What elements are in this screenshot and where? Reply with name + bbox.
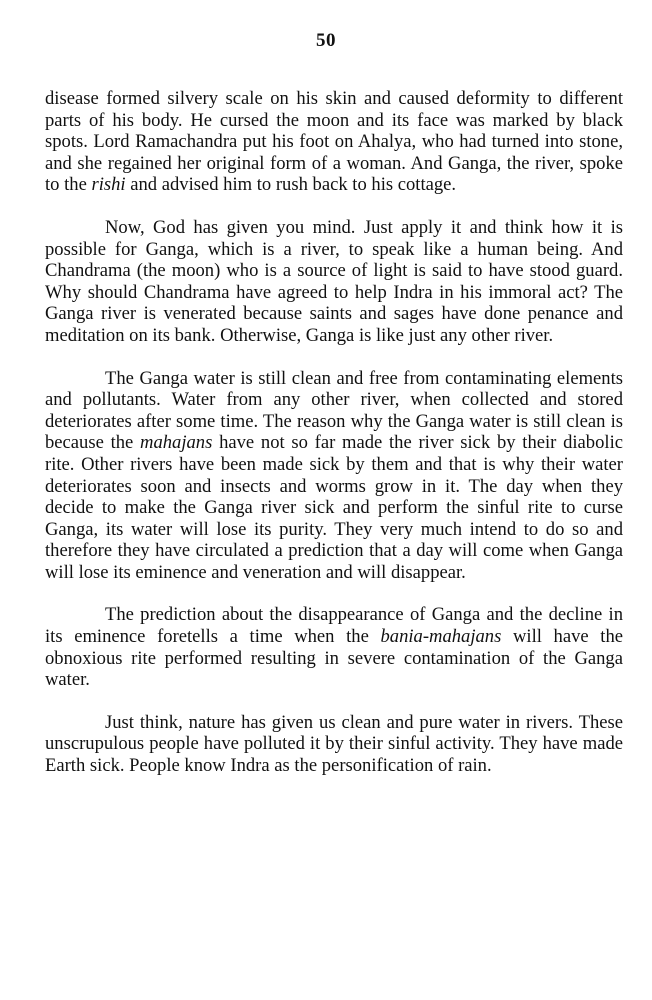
paragraph-4-text-1: The prediction about the disappearance of Ganga and the decline in its eminence foretells a time when the <box>45 604 623 648</box>
paragraph-4-text-2: will have the obnoxious rite performed resulting in severe contamination of the Ganga water. <box>45 626 623 691</box>
paragraph-5 <box>45 712 623 777</box>
paragraph-1-text-2: and advised him to rush back to his cottage. <box>125 174 457 196</box>
page-number: 50 <box>316 30 336 51</box>
paragraph-5-text-1: Just think, nature has given us clean and pure water in rivers. These unscrupulous people have polluted it by their sinful activity. They have made Earth sick. People know Indra as the personification of rain. <box>45 711 623 777</box>
paragraph-1-text-1: disease formed silvery scale on his skin and caused deformity to different parts of his body. He cursed the moon and its face was marked by black spots. Lord Ramachandra put his foot on Ahalya, who had turned into stone, and she regained her original form of a woman. And Ganga, the river, spoke to the <box>45 88 623 196</box>
paragraph-4-italic-bania-mahajans: bania-mahajans <box>380 626 502 648</box>
paragraph-1 <box>45 88 623 196</box>
paragraph-2 <box>45 217 623 347</box>
paragraph-3-text-1: The Ganga water is still clean and free from contaminating elements and pollutants. Water from any other river, when collected and stored deteriorates after some time. The reason why the Ganga water is still clean is because the <box>45 367 623 454</box>
paragraph-3-italic-mahajans: mahajans <box>140 432 213 454</box>
paragraph-4 <box>45 604 623 690</box>
paragraph-1-italic-rishi: rishi <box>91 174 126 196</box>
paragraph-3-text-2: have not so far made the river sick by their diabolic rite. Other rivers have been made sick by them and that is why their water deteriorates soon and insects and worms grow in it. The day when they decide to make the Ganga river sick and perform the sinful rite to curse Ganga, its water will lose its purity. They very much intend to do so and therefore they have circulated a prediction that a day will come when Ganga will lose its eminence and veneration and will disappear. <box>45 432 623 583</box>
paragraph-3 <box>45 368 623 584</box>
paragraph-2-text-1: Now, God has given you mind. Just apply it and think how it is possible for Ganga, which is a river, to speak like a human being. And Chandrama (the moon) who is a source of light is said to have stood guard. Why should Chandrama have agreed to help Indra in his immoral act? The Ganga river is venerated because saints and sages have done penance and meditation on its bank. Otherwise, Ganga is like just any other river. <box>45 216 623 346</box>
body-text <box>45 88 623 798</box>
